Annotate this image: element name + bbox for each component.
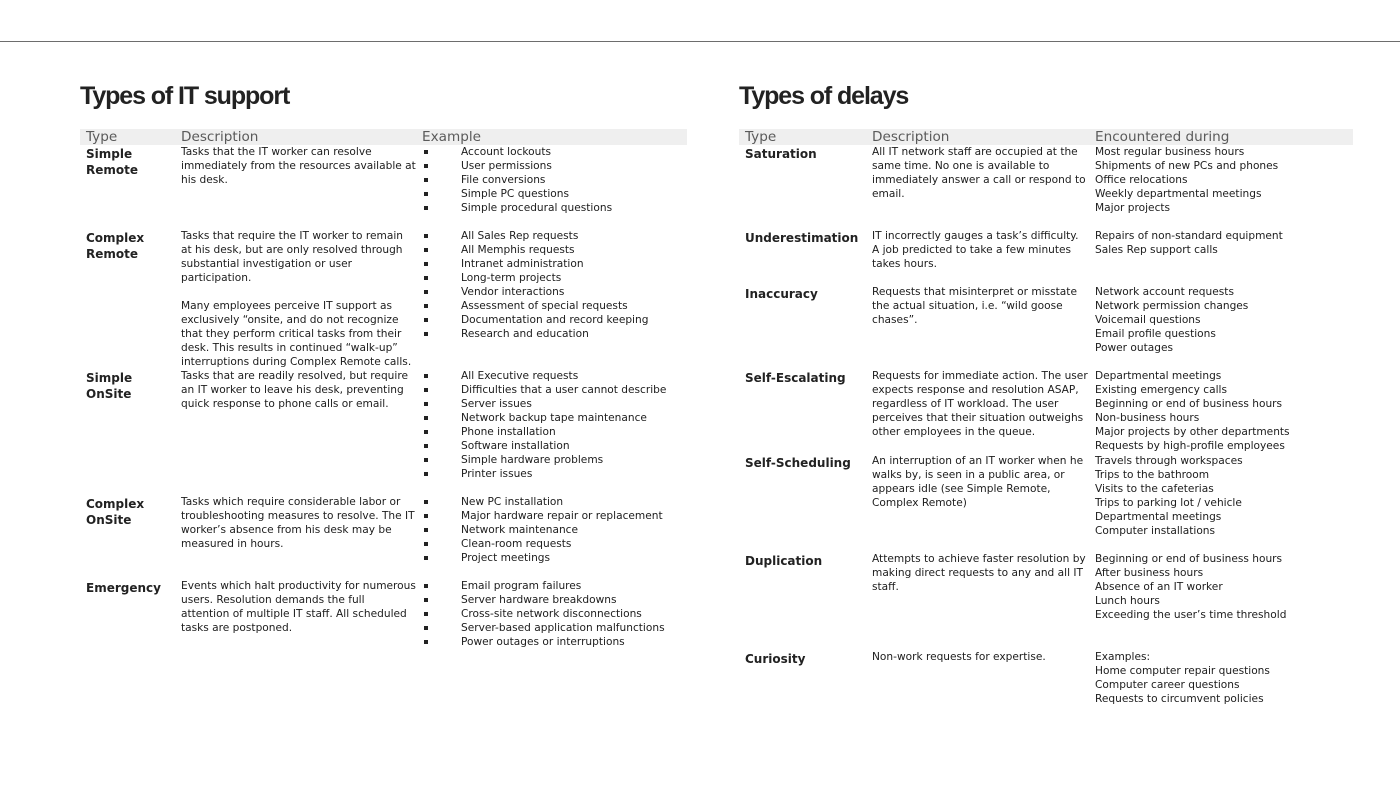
it-support-row <box>80 229 687 369</box>
description-cell: An interruption of an IT worker when he walks by, is seen in a public area, or appears idle (see Simple Remote, Complex Remote) <box>872 455 1084 509</box>
description-cell: Non-work requests for expertise. <box>872 651 1046 663</box>
encountered-item: Trips to the bathroom <box>1095 469 1210 481</box>
encountered-item: Voicemail questions <box>1095 314 1201 326</box>
description-cell: Attempts to achieve faster resolution by making direct requests to any and all IT staff. <box>872 553 1086 593</box>
header-encountered-during: Encountered during <box>1089 129 1353 145</box>
example-list <box>422 495 687 565</box>
example-item: Server issues <box>422 397 687 411</box>
delay-row <box>739 454 1353 552</box>
example-item: Phone installation <box>422 425 687 439</box>
encountered-item: Beginning or end of business hours <box>1095 553 1283 565</box>
encountered-item: Non-business hours <box>1095 412 1200 424</box>
example-item: Documentation and record keeping <box>422 313 687 327</box>
example-list <box>422 229 687 341</box>
it-support-title: Types of IT support <box>80 82 290 110</box>
encountered-list <box>1095 454 1353 538</box>
example-list <box>422 369 687 481</box>
type-cell: Duplication <box>745 554 823 568</box>
type-cell: Complex OnSite <box>86 497 145 527</box>
delay-row <box>739 285 1353 369</box>
it-support-row <box>80 369 687 495</box>
encountered-cell <box>1089 650 1353 706</box>
example-item: Network backup tape maintenance <box>422 411 687 425</box>
example-item: Clean-room requests <box>422 537 687 551</box>
delays-title: Types of delays <box>739 82 909 110</box>
encountered-list <box>1095 650 1353 706</box>
examples-cell <box>416 229 687 369</box>
encountered-item: Network permission changes <box>1095 300 1249 312</box>
type-cell: Curiosity <box>745 652 806 666</box>
delay-row <box>739 145 1353 229</box>
encountered-item: Requests by high-profile employees <box>1095 440 1285 452</box>
example-item: Email program failures <box>422 579 687 593</box>
encountered-item: Requests to circumvent policies <box>1095 693 1264 705</box>
example-item: Printer issues <box>422 467 687 481</box>
description-cell: IT incorrectly gauges a task’s difficulty. A job predicted to take a few minutes takes hours. <box>872 230 1079 270</box>
example-item: All Executive requests <box>422 369 687 383</box>
delays-section <box>739 80 1353 706</box>
type-cell: Simple OnSite <box>86 371 133 401</box>
encountered-item: Email profile questions <box>1095 328 1216 340</box>
it-support-row <box>80 579 687 649</box>
it-support-table <box>80 129 687 649</box>
encountered-cell <box>1089 285 1353 369</box>
description-paragraph: Many employees perceive IT support as exclusively “onsite, and do not recognize that they perform critical tasks from their desk. This results in continued “walk-up” interruptions during Complex Remote calls. <box>181 300 412 368</box>
encountered-item: Shipments of new PCs and phones <box>1095 160 1279 172</box>
example-item: Simple procedural questions <box>422 201 687 215</box>
encountered-item: Computer installations <box>1095 525 1216 537</box>
example-item: Research and education <box>422 327 687 341</box>
description-cell <box>175 579 416 649</box>
example-item: New PC installation <box>422 495 687 509</box>
example-item: Simple hardware problems <box>422 453 687 467</box>
description-paragraph: Tasks that require the IT worker to remain at his desk, but are only resolved through substantial investigation or user participation. <box>181 230 403 284</box>
examples-cell <box>416 145 687 229</box>
example-item: Cross-site network disconnections <box>422 607 687 621</box>
encountered-item: Office relocations <box>1095 174 1188 186</box>
example-list <box>422 145 687 215</box>
example-item: Assessment of special requests <box>422 299 687 313</box>
header-type: Type <box>739 129 866 145</box>
description-paragraph: Tasks that the IT worker can resolve immediately from the resources available at his desk. <box>181 146 416 186</box>
encountered-item: Beginning or end of business hours <box>1095 398 1283 410</box>
encountered-item: Home computer repair questions <box>1095 665 1270 677</box>
encountered-item: Most regular business hours <box>1095 146 1245 158</box>
examples-cell <box>416 495 687 579</box>
example-item: Vendor interactions <box>422 285 687 299</box>
it-support-header-row <box>80 129 687 145</box>
encountered-item: Computer career questions <box>1095 679 1240 691</box>
encountered-list <box>1095 145 1353 215</box>
header-description: Description <box>175 129 416 145</box>
example-item: Server hardware breakdowns <box>422 593 687 607</box>
it-support-section <box>80 80 687 649</box>
encountered-list <box>1095 369 1353 453</box>
example-item: Project meetings <box>422 551 687 565</box>
encountered-item: Existing emergency calls <box>1095 384 1227 396</box>
example-item: All Memphis requests <box>422 243 687 257</box>
example-item: Difficulties that a user cannot describe <box>422 383 687 397</box>
header-type: Type <box>80 129 175 145</box>
type-cell: Underestimation <box>745 231 859 245</box>
it-support-row <box>80 495 687 579</box>
description-paragraph: Tasks that are readily resolved, but require an IT worker to leave his desk, preventing quick response to phone calls or email. <box>181 370 408 410</box>
example-list <box>422 579 687 649</box>
encountered-list <box>1095 285 1353 355</box>
encountered-cell <box>1089 369 1353 454</box>
delay-row <box>739 229 1353 285</box>
description-cell <box>175 229 416 369</box>
description-paragraph: Events which halt productivity for numerous users. Resolution demands the full attention of multiple IT staff. All scheduled tasks are postponed. <box>181 580 416 634</box>
encountered-cell <box>1089 552 1353 650</box>
example-item: Power outages or interruptions <box>422 635 687 649</box>
encountered-cell <box>1089 229 1353 285</box>
description-cell: All IT network staff are occupied at the same time. No one is available to immediately answer a call or respond to email. <box>872 146 1086 200</box>
encountered-item: Departmental meetings <box>1095 511 1222 523</box>
type-cell: Inaccuracy <box>745 287 818 301</box>
encountered-item: Lunch hours <box>1095 595 1160 607</box>
encountered-item: After business hours <box>1095 567 1204 579</box>
it-support-row <box>80 145 687 229</box>
encountered-item: Sales Rep support calls <box>1095 244 1218 256</box>
example-item: Network maintenance <box>422 523 687 537</box>
encountered-item: Network account requests <box>1095 286 1234 298</box>
description-cell <box>175 369 416 495</box>
example-item: Account lockouts <box>422 145 687 159</box>
description-cell: Requests that misinterpret or misstate the actual situation, i.e. “wild goose chases”. <box>872 286 1077 326</box>
encountered-item: Exceeding the user’s time threshold <box>1095 609 1287 621</box>
type-cell: Saturation <box>745 147 817 161</box>
description-paragraph: Tasks which require considerable labor or troubleshooting measures to resolve. The IT worker’s absence from his desk may be measured in hours. <box>181 496 415 550</box>
type-cell: Emergency <box>86 581 161 595</box>
delays-table <box>739 129 1353 706</box>
type-cell: Simple Remote <box>86 147 139 177</box>
examples-cell <box>416 579 687 649</box>
encountered-item: Visits to the cafeterias <box>1095 483 1214 495</box>
encountered-item: Major projects by other departments <box>1095 426 1290 438</box>
delay-row <box>739 650 1353 706</box>
encountered-item: Departmental meetings <box>1095 370 1222 382</box>
type-cell: Self-Escalating <box>745 371 846 385</box>
delay-row <box>739 369 1353 454</box>
encountered-item: Repairs of non-standard equipment <box>1095 230 1283 242</box>
encountered-list <box>1095 229 1353 257</box>
example-item: Long-term projects <box>422 271 687 285</box>
encountered-item: Examples: <box>1095 651 1151 663</box>
example-item: File conversions <box>422 173 687 187</box>
example-item: Major hardware repair or replacement <box>422 509 687 523</box>
delays-header-row <box>739 129 1353 145</box>
example-item: Server-based application malfunctions <box>422 621 687 635</box>
example-item: Intranet administration <box>422 257 687 271</box>
header-description: Description <box>866 129 1089 145</box>
encountered-item: Major projects <box>1095 202 1171 214</box>
type-cell: Self-Scheduling <box>745 456 851 470</box>
delay-row <box>739 552 1353 650</box>
encountered-list <box>1095 552 1353 622</box>
encountered-cell <box>1089 454 1353 552</box>
encountered-item: Trips to parking lot / vehicle <box>1095 497 1242 509</box>
encountered-item: Weekly departmental meetings <box>1095 188 1262 200</box>
examples-cell <box>416 369 687 495</box>
description-cell <box>175 145 416 229</box>
example-item: Software installation <box>422 439 687 453</box>
example-item: User permissions <box>422 159 687 173</box>
description-cell: Requests for immediate action. The user expects response and resolution ASAP, regardless of IT workload. The user perceives that their situation outweighs other employees in the queue. <box>872 370 1088 438</box>
encountered-item: Power outages <box>1095 342 1173 354</box>
type-cell: Complex Remote <box>86 231 145 261</box>
top-divider-line <box>0 41 1400 42</box>
header-example: Example <box>416 129 687 145</box>
encountered-item: Absence of an IT worker <box>1095 581 1223 593</box>
example-item: All Sales Rep requests <box>422 229 687 243</box>
description-cell <box>175 495 416 579</box>
encountered-item: Travels through workspaces <box>1095 455 1243 467</box>
example-item: Simple PC questions <box>422 187 687 201</box>
encountered-cell <box>1089 145 1353 229</box>
